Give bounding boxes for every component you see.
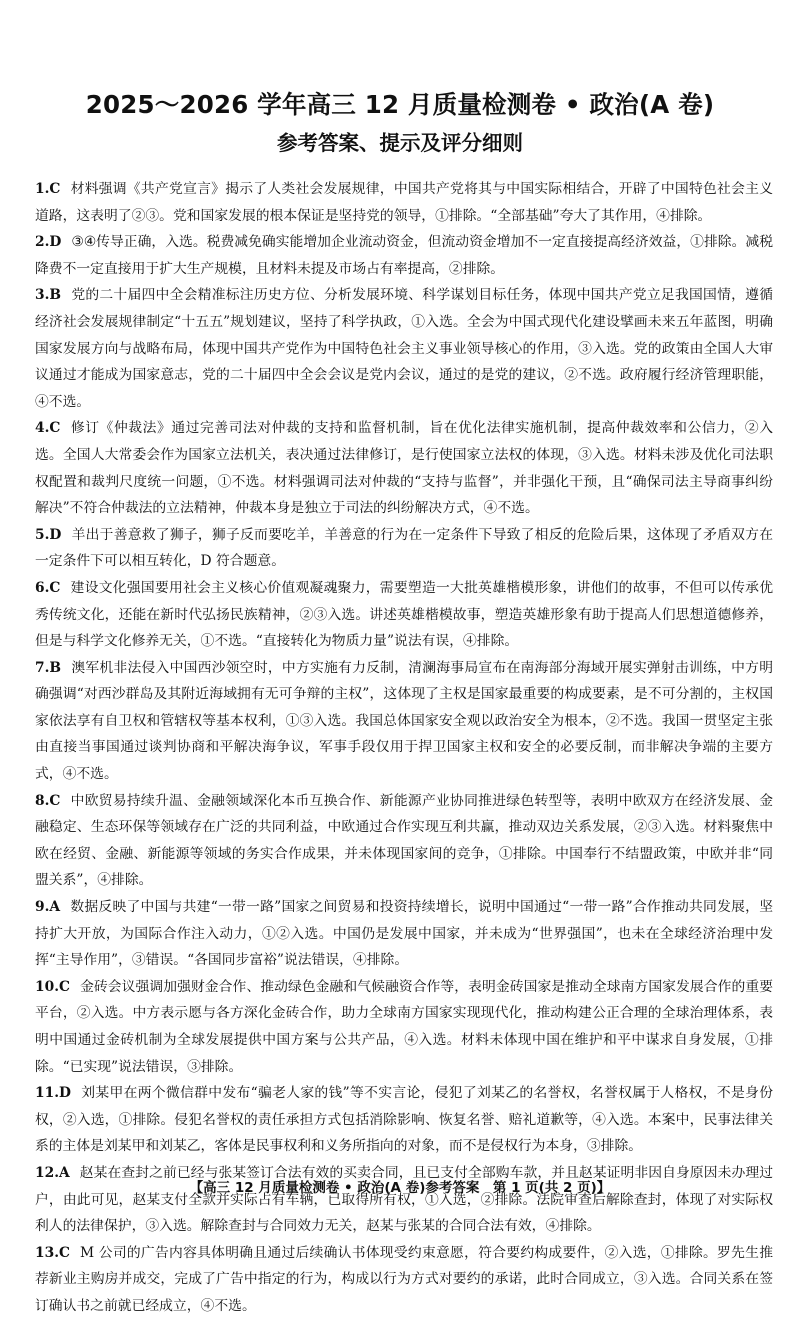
page-footer: 【高三 12 月质量检测卷 • 政治(A 卷)参考答案 第 1 页(共 2 页)】 (189, 1180, 611, 1196)
answer-explanation: 修订《仲裁法》通过完善司法对仲裁的支持和监督机制，旨在优化法律实施机制，提高仲裁效率和公信力，②入选。全国人大常委会作为国家立法机关，表决通过法律修订，是行使国家立法权的体现，③入选。材料未涉及优化司法职权配置和裁判尺度统一问题，①不选。材料强调司法对仲裁的“支持与监督”，并非强化干预，且“确保司法主导商事纠纷解决”不符合仲裁法的立法精神，仲裁本身是独立于司法的纠纷解决方式，④不选。 (35, 420, 773, 517)
answer-item-12 (35, 1160, 773, 1240)
answer-explanation: 金砖会议强调加强财金合作、推动绿色金融和气候融资合作等，表明金砖国家是推动全球南方国家发展合作的重要平台，②入选。中方表示愿与各方深化金砖合作，助力全球南方国家实现现代化，推动构建公正合理的全球治理体系，表明中国通过金砖机制为全球发展提供中国方案与公共产品，④入选。材料未体现中国在维护和平中谋求自身发展，①排除。“已实现”说法错误，③排除。 (35, 978, 773, 1075)
answer-item-13 (35, 1240, 773, 1320)
answer-choice: D (49, 234, 62, 251)
answer-explanation: 材料强调《共产党宣言》揭示了人类社会发展规律，中国共产党将其与中国实际相结合，开辟了中国特色社会主义道路，这表明了②③。党和国家发展的根本保证是坚持党的领导，①排除。“全部基础”夸大了其作用，④排除。 (35, 181, 773, 224)
answer-choice: C (49, 579, 61, 596)
answer-number: 6. (35, 579, 50, 596)
answer-item-1 (35, 176, 773, 229)
answer-number: 1. (35, 181, 50, 197)
answer-item-2 (35, 229, 773, 282)
answer-explanation: 党的二十届四中全会精准标注历史方位、分析发展环境、科学谋划目标任务，体现中国共产党立足我国国情，遵循经济社会发展规律制定“十五五”规划建议，坚持了科学执政，①入选。全会为中国式现代化建设擘画未来五年蓝图，明确国家发展方向与战略布局，体现中国共产党作为中国特色社会主义事业领导核心的作用，③入选。党的政策由全国人大审议通过才能成为国家意志，党的二十届四中全会会议是党内会议，通过的是党的建议，②不选。政府履行经济管理职能，④不选。 (35, 287, 773, 410)
answer-choice: C (59, 978, 70, 995)
answer-choice: C (49, 420, 61, 437)
answer-item-7 (35, 655, 773, 788)
answer-number: 8. (35, 792, 50, 809)
answer-explanation: 澳军机非法侵入中国西沙领空时，中方实施有力反制，清澜海事局宣布在南海部分海域开展实弹射击训练，中方明确强调“对西沙群岛及其附近海域拥有无可争辩的主权”，这体现了主权是国家最重要的构成要素，是不可分割的，主权国家依法享有自卫权和管辖权等基本权利，①③入选。我国总体国家安全观以政治安全为根本，②不选。我国一贯坚定主张由直接当事国通过谈判协商和平解决海争议，军事手段仅用于捍卫国家主权和安全的必要反制，而非解决争端的主要方式，④不选。 (35, 659, 773, 783)
answer-choice: B (49, 287, 62, 304)
answer-number: 4. (35, 420, 50, 437)
answer-item-6 (35, 575, 773, 655)
answer-choice: C (49, 792, 61, 809)
answer-number: 3. (35, 287, 50, 304)
answer-item-5 (35, 522, 773, 575)
answer-choice: A (49, 899, 61, 916)
answer-list (35, 176, 773, 1320)
answer-item-3 (35, 282, 773, 415)
answer-explanation: 刘某甲在两个微信群中发布“骗老人家的钱”等不实言论，侵犯了刘某乙的名誉权，名誉权属于人格权，不是身份权，②入选，①排除。侵犯名誉权的责任承担方式包括消除影响、恢复名誉、赔礼道歉等，④入选。本案中，民事法律关系的主体是刘某甲和刘某乙，客体是民事权利和义务所指向的对象，而不是侵权行为本身，③排除。 (35, 1085, 773, 1155)
answer-choice: D (49, 526, 62, 543)
answer-choice: A (59, 1164, 70, 1181)
answer-choice: C (49, 181, 61, 197)
answer-number: 5. (35, 526, 50, 543)
answer-number: 11. (35, 1085, 60, 1102)
answer-number: 2. (35, 234, 50, 251)
answer-number: 10. (35, 978, 60, 995)
answer-explanation: 羊出于善意救了狮子，狮子反而要吃羊，羊善意的行为在一定条件下导致了相反的危险后果，这体现了矛盾双方在一定条件下可以相互转化，D 符合题意。 (35, 526, 773, 570)
answer-number: 12. (35, 1164, 60, 1181)
answer-explanation: 建设文化强国要用社会主义核心价值观凝魂聚力，需要塑造一大批英雄楷模形象，讲他们的故事，不但可以传承优秀传统文化，还能在新时代弘扬民族精神，②③入选。讲述英雄楷模故事，塑造英雄形象有助于提高人们思想道德修养，但是与科学文化修养无关，①不选。“直接转化为物质力量”说法有误，④排除。 (35, 579, 773, 650)
answer-choice: D (59, 1085, 71, 1102)
answer-item-11 (35, 1080, 773, 1160)
answer-item-8 (35, 788, 773, 894)
answer-item-9 (35, 894, 773, 974)
answer-explanation: ③④传导正确，入选。税费减免确实能增加企业流动资金，但流动资金增加不一定直接提高经济效益，①排除。减税降费不一定直接用于扩大生产规模，且材料未提及市场占有率提高，②排除。 (35, 234, 773, 277)
answer-item-4 (35, 415, 773, 521)
answer-choice: B (49, 659, 62, 676)
page-title: 2025～2026 学年高三 12 月质量检测卷 • 政治(A 卷) (85, 90, 715, 119)
answer-number: 7. (35, 659, 50, 676)
answer-item-10 (35, 974, 773, 1080)
answer-choice: C (59, 1244, 70, 1261)
answer-number: 9. (35, 899, 50, 916)
answer-explanation: 数据反映了中国与共建“一带一路”国家之间贸易和投资持续增长，说明中国通过“一带一路”合作推动共同发展，坚持扩大开放，为国际合作注入动力，①②入选。中国仍是发展中国家，并未成为“世界强国”，也未在全球经济治理中发挥“主导作用”，③错误。“各国同步富裕”说法错误，④排除。 (35, 899, 773, 969)
answer-number: 13. (35, 1244, 60, 1261)
answer-explanation: 中欧贸易持续升温、金融领域深化本币互换合作、新能源产业协同推进绿色转型等，表明中欧双方在经济发展、金融稳定、生态环保等领域存在广泛的共同利益，中欧通过合作实现互利共赢，推动双边关系发展，②③入选。材料聚焦中欧在经贸、金融、新能源等领域的务实合作成果，并未体现国家间的竞争，①排除。中国奉行不结盟政策，中欧并非“同盟关系”，④排除。 (35, 792, 773, 889)
answer-explanation: 赵某在查封之前已经与张某签订合法有效的买卖合同，且已支付全部购车款，并且赵某证明非因自身原因未办理过户，由此可见，赵某支付全款并实际占有车辆，已取得所有权，①入选，②排除。法院审查后解除查封，体现了对实际权利人的法律保护，③入选。解除查封与合同效力无关，赵某与张某的合同合法有效，④排除。 (35, 1164, 773, 1235)
page-subtitle: 参考答案、提示及评分细则 (277, 131, 523, 155)
answer-explanation: M 公司的广告内容具体明确且通过后续确认书体现受约束意愿，符合要约构成要件，②入选，①排除。罗先生推荐新业主购房并成交，完成了广告中指定的行为，构成以行为方式对要约的承诺，此时合同成立，③入选。合同关系在签订确认书之前就已经成立，④不选。 (35, 1244, 773, 1314)
